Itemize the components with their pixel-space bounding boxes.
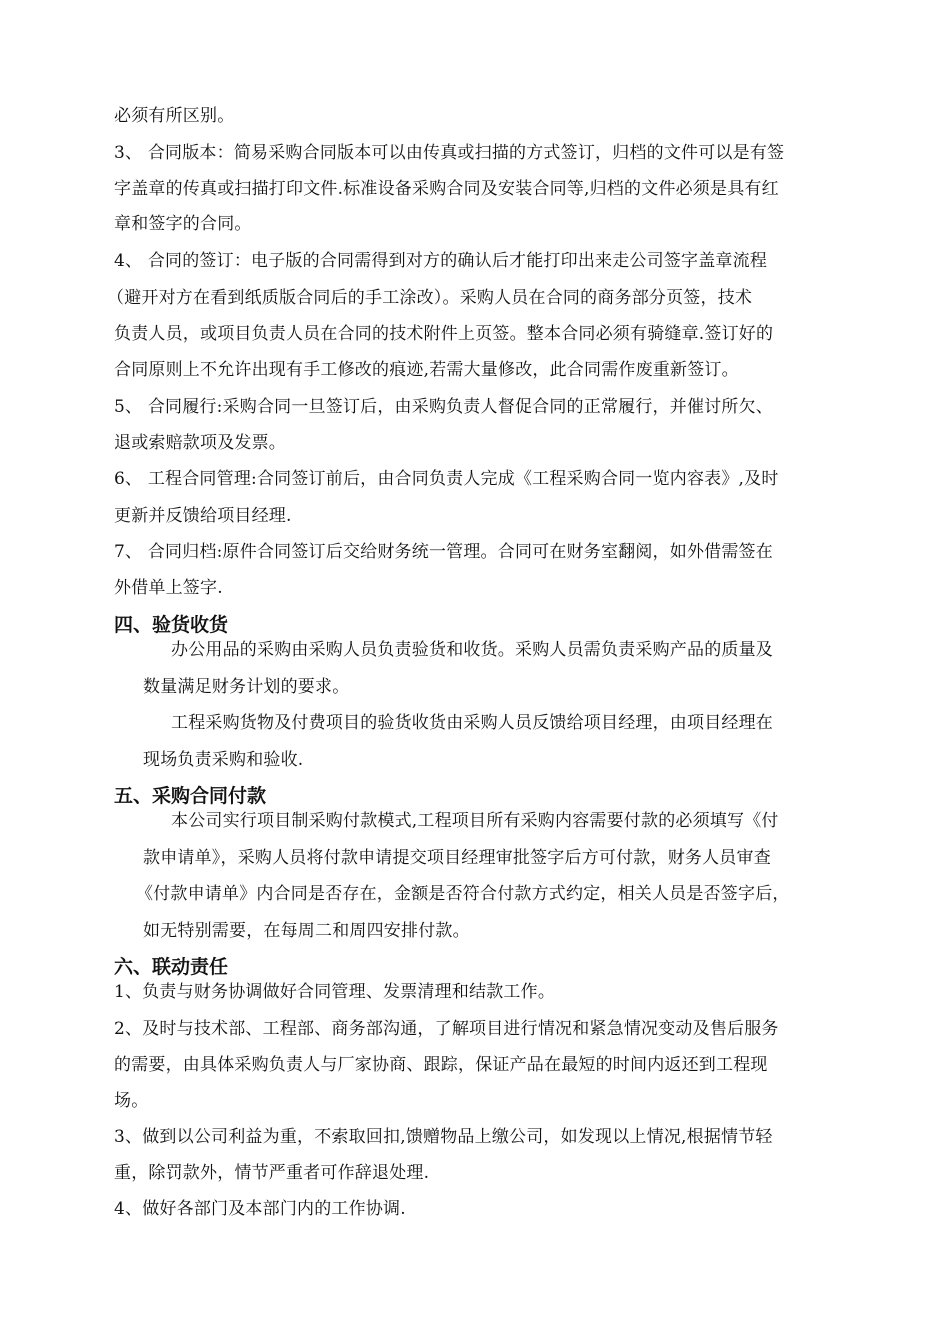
text-line: 《付款申请单》内合同是否存在，金额是否符合付款方式约定，相关人员是否签字后，: [136, 884, 790, 904]
text-line: 的需要，由具体采购负责人与厂家协商、跟踪，保证产品在最短的时间内返还到工程现: [114, 1055, 768, 1075]
text-line: 工程采购货物及付费项目的验货收货由采购人员反馈给项目经理，由项目经理在: [171, 713, 773, 733]
text-line: 外借单上签字.: [114, 578, 223, 598]
text-line: 3、 合同版本：简易采购合同版本可以由传真或扫描的方式签订，归档的文件可以是有签: [114, 143, 785, 163]
text-line: 款申请单》，采购人员将付款申请提交项目经理审批签字后方可付款，财务人员审查: [143, 848, 771, 868]
text-line: 本公司实行项目制采购付款模式,工程项目所有采购内容需要付款的必须填写《付: [171, 811, 779, 831]
text-line: 必须有所区别。: [114, 106, 235, 126]
text-line: 如无特别需要，在每周二和周四安排付款。: [143, 921, 470, 941]
text-line: 1、负责与财务协调做好合同管理、发票清理和结款工作。: [114, 982, 556, 1002]
text-line: 办公用品的采购由采购人员负责验货和收货。采购人员需负责采购产品的质量及: [171, 640, 773, 660]
text-line: 数量满足财务计划的要求。: [143, 677, 350, 697]
text-line: 退或索赔款项及发票。: [114, 433, 286, 453]
text-line: 合同原则上不允许出现有手工修改的痕迹,若需大量修改，此合同需作废重新签订。: [114, 360, 739, 380]
text-line: 更新并反馈给项目经理.: [114, 506, 292, 526]
text-line: 5、 合同履行:采购合同一旦签订后，由采购负责人督促合同的正常履行，并催讨所欠、: [114, 397, 773, 417]
text-line: 场。: [114, 1091, 149, 1111]
text-line: 2、及时与技术部、工程部、商务部沟通，了解项目进行情况和紧急情况变动及售后服务: [114, 1019, 779, 1039]
section-heading: 六、联动责任: [114, 956, 229, 978]
text-line: （避开对方在看到纸质版合同后的手工涂改）。采购人员在合同的商务部分页签，技术: [107, 288, 753, 308]
text-line: 4、做好各部门及本部门内的工作协调.: [114, 1199, 406, 1219]
text-line: 7、 合同归档:原件合同签订后交给财务统一管理。合同可在财务室翻阅，如外借需签在: [114, 542, 773, 562]
text-line: 重，除罚款外，情节严重者可作辞退处理.: [114, 1163, 430, 1183]
text-line: 章和签字的合同。: [114, 214, 252, 234]
text-line: 现场负责采购和验收.: [143, 750, 304, 770]
text-line: 4、 合同的签订：电子版的合同需得到对方的确认后才能打印出来走公司签字盖章流程: [114, 251, 768, 271]
text-line: 负责人员，或项目负责人员在合同的技术附件上页签。整本合同必须有骑缝章.签订好的: [114, 324, 774, 344]
text-line: 3、做到以公司利益为重，不索取回扣,馈赠物品上缴公司，如发现以上情况,根据情节轻: [114, 1127, 773, 1147]
section-heading: 五、采购合同付款: [114, 785, 267, 807]
text-line: 6、 工程合同管理:合同签订前后，由合同负责人完成《工程采购合同一览内容表》,及时: [114, 469, 779, 489]
section-heading: 四、验货收货: [114, 614, 229, 636]
text-line: 字盖章的传真或扫描打印文件.标准设备采购合同及安装合同等,归档的文件必须是具有红: [114, 179, 779, 199]
